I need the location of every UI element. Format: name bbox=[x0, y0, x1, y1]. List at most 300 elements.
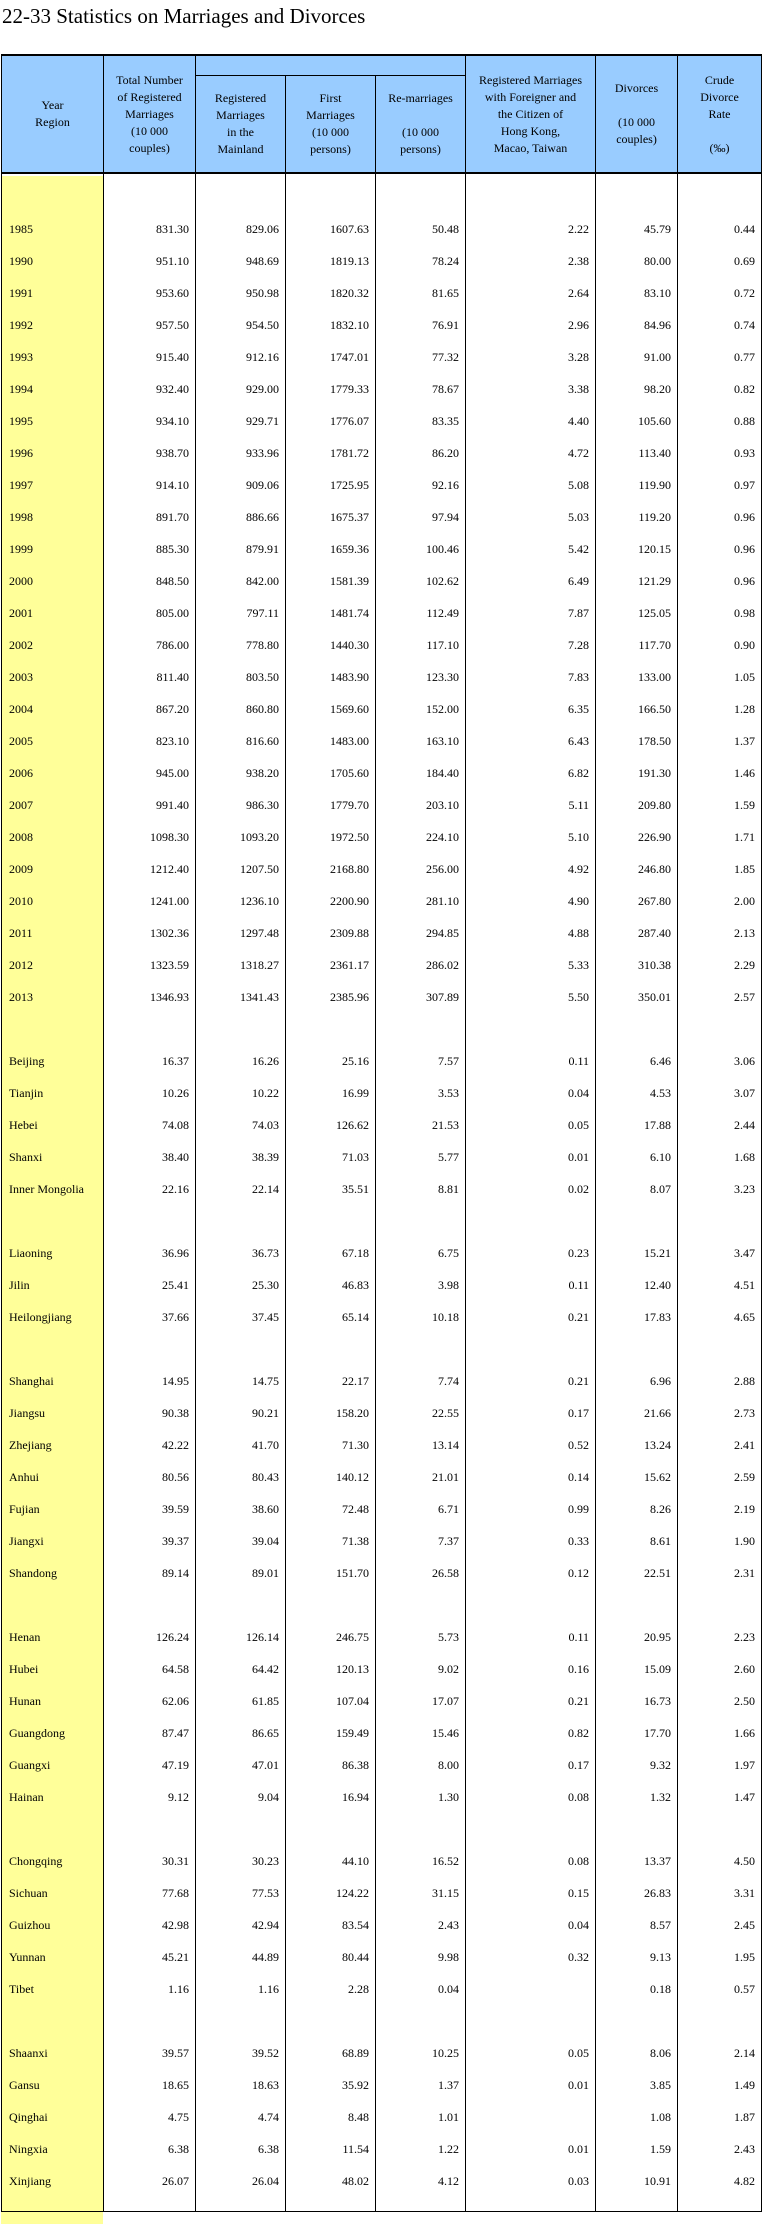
cell-divorces: 0.18 bbox=[596, 1973, 678, 2005]
year-row bbox=[2, 917, 762, 949]
cell-remarriages: 6.75 bbox=[376, 1237, 466, 1269]
cell-divorce-rate: 0.97 bbox=[678, 469, 762, 501]
region-row bbox=[2, 1365, 762, 1397]
year-row bbox=[2, 469, 762, 501]
cell-divorce-rate: 0.74 bbox=[678, 309, 762, 341]
cell-divorces: 209.80 bbox=[596, 789, 678, 821]
cell-row-label: 2007 bbox=[2, 789, 104, 821]
cell-total-marriages: 786.00 bbox=[104, 629, 196, 661]
cell-remarriages: 10.25 bbox=[376, 2037, 466, 2069]
cell-first-marriages: 124.22 bbox=[286, 1877, 376, 1909]
region-row bbox=[2, 1909, 762, 1941]
cell-divorce-rate: 1.68 bbox=[678, 1141, 762, 1173]
cell-total-marriages: 45.21 bbox=[104, 1941, 196, 1973]
cell-remarriages: 5.73 bbox=[376, 1621, 466, 1653]
cell-total-marriages: 22.16 bbox=[104, 1173, 196, 1205]
cell-first-marriages: 1483.00 bbox=[286, 725, 376, 757]
cell-divorce-rate: 0.90 bbox=[678, 629, 762, 661]
year-row bbox=[2, 437, 762, 469]
cell-total-marriages: 62.06 bbox=[104, 1685, 196, 1717]
year-row bbox=[2, 245, 762, 277]
cell-total-marriages: 811.40 bbox=[104, 661, 196, 693]
cell-total-marriages: 991.40 bbox=[104, 789, 196, 821]
cell-remarriages: 5.77 bbox=[376, 1141, 466, 1173]
cell-total-marriages: 25.41 bbox=[104, 1269, 196, 1301]
cell-total-marriages: 30.31 bbox=[104, 1845, 196, 1877]
spacer-row bbox=[2, 1589, 762, 1621]
cell-total-marriages: 848.50 bbox=[104, 565, 196, 597]
cell-first-marriages: 2168.80 bbox=[286, 853, 376, 885]
region-row bbox=[2, 2037, 762, 2069]
year-row bbox=[2, 981, 762, 1013]
cell-remarriages: 203.10 bbox=[376, 789, 466, 821]
cell-mainland-marriages: 950.98 bbox=[196, 277, 286, 309]
header-line bbox=[678, 123, 761, 140]
spacer-row bbox=[2, 1333, 762, 1365]
cell-remarriages: 184.40 bbox=[376, 757, 466, 789]
cell-first-marriages: 126.62 bbox=[286, 1109, 376, 1141]
region-row bbox=[2, 1045, 762, 1077]
cell-row-label: 1985 bbox=[2, 213, 104, 245]
cell-row-label: Jiangxi bbox=[2, 1525, 104, 1557]
cell-foreigner-marriages: 6.35 bbox=[466, 693, 596, 725]
cell-divorce-rate: 2.60 bbox=[678, 1653, 762, 1685]
cell-total-marriages: 42.22 bbox=[104, 1429, 196, 1461]
cell-first-marriages: 68.89 bbox=[286, 2037, 376, 2069]
cell-divorce-rate: 3.31 bbox=[678, 1877, 762, 1909]
cell-divorces: 287.40 bbox=[596, 917, 678, 949]
cell-foreigner-marriages: 5.03 bbox=[466, 501, 596, 533]
cell-first-marriages: 2361.17 bbox=[286, 949, 376, 981]
header-foreigner-marriages bbox=[466, 55, 596, 173]
cell-divorces: 191.30 bbox=[596, 757, 678, 789]
header-line bbox=[376, 107, 465, 124]
region-row bbox=[2, 1429, 762, 1461]
cell-row-label: Hainan bbox=[2, 1781, 104, 1813]
year-row bbox=[2, 533, 762, 565]
cell-first-marriages: 2200.90 bbox=[286, 885, 376, 917]
cell-foreigner-marriages: 4.90 bbox=[466, 885, 596, 917]
cell-remarriages: 8.00 bbox=[376, 1749, 466, 1781]
cell-foreigner-marriages: 5.50 bbox=[466, 981, 596, 1013]
header-line: (10 000 bbox=[131, 123, 168, 138]
cell-foreigner-marriages: 0.08 bbox=[466, 1845, 596, 1877]
cell-mainland-marriages: 829.06 bbox=[196, 213, 286, 245]
cell-mainland-marriages: 929.71 bbox=[196, 405, 286, 437]
cell-divorce-rate: 2.50 bbox=[678, 1685, 762, 1717]
cell-row-label: 1998 bbox=[2, 501, 104, 533]
region-row bbox=[2, 1845, 762, 1877]
cell-foreigner-marriages: 0.11 bbox=[466, 1269, 596, 1301]
cell-divorces: 8.61 bbox=[596, 1525, 678, 1557]
cell-divorce-rate: 1.97 bbox=[678, 1749, 762, 1781]
cell-divorce-rate: 1.90 bbox=[678, 1525, 762, 1557]
cell-mainland-marriages: 61.85 bbox=[196, 1685, 286, 1717]
cell-remarriages: 307.89 bbox=[376, 981, 466, 1013]
cell-first-marriages: 16.94 bbox=[286, 1781, 376, 1813]
cell-first-marriages: 65.14 bbox=[286, 1301, 376, 1333]
cell-mainland-marriages: 64.42 bbox=[196, 1653, 286, 1685]
year-row bbox=[2, 309, 762, 341]
cell-remarriages: 1.37 bbox=[376, 2069, 466, 2101]
cell-divorce-rate: 3.06 bbox=[678, 1045, 762, 1077]
cell-row-label: Shanghai bbox=[2, 1365, 104, 1397]
cell-mainland-marriages: 80.43 bbox=[196, 1461, 286, 1493]
cell-row-label: Tibet bbox=[2, 1973, 104, 2005]
cell-remarriages: 17.07 bbox=[376, 1685, 466, 1717]
cell-first-marriages: 1725.95 bbox=[286, 469, 376, 501]
cell-foreigner-marriages: 0.17 bbox=[466, 1397, 596, 1429]
cell-foreigner-marriages: 2.96 bbox=[466, 309, 596, 341]
cell-first-marriages: 107.04 bbox=[286, 1685, 376, 1717]
cell-divorces: 6.46 bbox=[596, 1045, 678, 1077]
cell-first-marriages: 1819.13 bbox=[286, 245, 376, 277]
cell-divorce-rate: 0.96 bbox=[678, 565, 762, 597]
header-group-spacer bbox=[196, 55, 466, 75]
region-row bbox=[2, 1717, 762, 1749]
cell-mainland-marriages: 842.00 bbox=[196, 565, 286, 597]
cell-first-marriages: 2309.88 bbox=[286, 917, 376, 949]
cell-row-label: Yunnan bbox=[2, 1941, 104, 1973]
cell-first-marriages: 1820.32 bbox=[286, 277, 376, 309]
cell-mainland-marriages: 39.52 bbox=[196, 2037, 286, 2069]
cell-first-marriages: 11.54 bbox=[286, 2133, 376, 2165]
cell-divorces: 21.66 bbox=[596, 1397, 678, 1429]
cell-total-marriages: 126.24 bbox=[104, 1621, 196, 1653]
cell-first-marriages: 2385.96 bbox=[286, 981, 376, 1013]
cell-row-label: Gansu bbox=[2, 2069, 104, 2101]
year-row bbox=[2, 341, 762, 373]
header-line: Re-marriages bbox=[388, 90, 453, 105]
cell-divorce-rate: 4.51 bbox=[678, 1269, 762, 1301]
cell-remarriages: 9.02 bbox=[376, 1653, 466, 1685]
cell-first-marriages: 1779.70 bbox=[286, 789, 376, 821]
cell-remarriages: 100.46 bbox=[376, 533, 466, 565]
cell-divorces: 246.80 bbox=[596, 853, 678, 885]
cell-divorces: 119.90 bbox=[596, 469, 678, 501]
cell-foreigner-marriages: 0.23 bbox=[466, 1237, 596, 1269]
cell-remarriages: 81.65 bbox=[376, 277, 466, 309]
cell-first-marriages: 46.83 bbox=[286, 1269, 376, 1301]
cell-total-marriages: 1212.40 bbox=[104, 853, 196, 885]
header-line: (10 000 bbox=[312, 124, 349, 139]
region-row bbox=[2, 1621, 762, 1653]
cell-first-marriages: 151.70 bbox=[286, 1557, 376, 1589]
cell-row-label: Hubei bbox=[2, 1653, 104, 1685]
cell-remarriages: 26.58 bbox=[376, 1557, 466, 1589]
cell-row-label: Liaoning bbox=[2, 1237, 104, 1269]
cell-mainland-marriages: 30.23 bbox=[196, 1845, 286, 1877]
cell-row-label: 2010 bbox=[2, 885, 104, 917]
region-row bbox=[2, 1749, 762, 1781]
cell-divorces: 17.70 bbox=[596, 1717, 678, 1749]
header-line: in the bbox=[227, 124, 254, 139]
year-row bbox=[2, 405, 762, 437]
region-row bbox=[2, 1557, 762, 1589]
cell-divorce-rate: 2.73 bbox=[678, 1397, 762, 1429]
cell-first-marriages: 22.17 bbox=[286, 1365, 376, 1397]
cell-remarriages: 1.22 bbox=[376, 2133, 466, 2165]
cell-foreigner-marriages: 0.05 bbox=[466, 1109, 596, 1141]
cell-divorce-rate: 2.44 bbox=[678, 1109, 762, 1141]
header-line: the Citizen of bbox=[497, 106, 564, 121]
cell-divorces: 1.08 bbox=[596, 2101, 678, 2133]
cell-first-marriages: 1972.50 bbox=[286, 821, 376, 853]
cell-foreigner-marriages: 5.33 bbox=[466, 949, 596, 981]
cell-row-label: Chongqing bbox=[2, 1845, 104, 1877]
cell-row-label: Shanxi bbox=[2, 1141, 104, 1173]
cell-foreigner-marriages: 5.10 bbox=[466, 821, 596, 853]
header-line: couples) bbox=[616, 132, 657, 146]
year-row bbox=[2, 821, 762, 853]
cell-foreigner-marriages: 0.32 bbox=[466, 1941, 596, 1973]
cell-remarriages: 3.53 bbox=[376, 1077, 466, 1109]
region-row bbox=[2, 1525, 762, 1557]
cell-remarriages: 77.32 bbox=[376, 341, 466, 373]
cell-foreigner-marriages: 6.49 bbox=[466, 565, 596, 597]
cell-divorces: 80.00 bbox=[596, 245, 678, 277]
region-row bbox=[2, 1141, 762, 1173]
cell-divorces: 226.90 bbox=[596, 821, 678, 853]
region-row bbox=[2, 1077, 762, 1109]
cell-total-marriages: 42.98 bbox=[104, 1909, 196, 1941]
cell-row-label: Jiangsu bbox=[2, 1397, 104, 1429]
cell-foreigner-marriages: 0.11 bbox=[466, 1045, 596, 1077]
header-divorce-rate bbox=[678, 55, 762, 173]
cell-foreigner-marriages: 0.16 bbox=[466, 1653, 596, 1685]
header-line: First bbox=[319, 90, 342, 105]
cell-remarriages: 31.15 bbox=[376, 1877, 466, 1909]
cell-mainland-marriages: 929.00 bbox=[196, 373, 286, 405]
cell-first-marriages: 1581.39 bbox=[286, 565, 376, 597]
cell-divorce-rate: 0.96 bbox=[678, 533, 762, 565]
spacer-row bbox=[2, 173, 762, 213]
cell-remarriages: 16.52 bbox=[376, 1845, 466, 1877]
cell-first-marriages: 83.54 bbox=[286, 1909, 376, 1941]
cell-row-label: 1991 bbox=[2, 277, 104, 309]
table-body bbox=[2, 173, 762, 2212]
cell-foreigner-marriages: 6.43 bbox=[466, 725, 596, 757]
cell-divorces: 133.00 bbox=[596, 661, 678, 693]
cell-row-label: Fujian bbox=[2, 1493, 104, 1525]
cell-divorce-rate: 2.19 bbox=[678, 1493, 762, 1525]
cell-divorce-rate: 0.57 bbox=[678, 1973, 762, 2005]
cell-foreigner-marriages: 0.33 bbox=[466, 1525, 596, 1557]
cell-foreigner-marriages: 0.04 bbox=[466, 1909, 596, 1941]
header-line: Hong Kong, bbox=[500, 123, 561, 138]
cell-mainland-marriages: 26.04 bbox=[196, 2165, 286, 2197]
cell-divorce-rate: 2.23 bbox=[678, 1621, 762, 1653]
header-line: Rate bbox=[708, 106, 731, 121]
cell-total-marriages: 39.59 bbox=[104, 1493, 196, 1525]
cell-mainland-marriages: 886.66 bbox=[196, 501, 286, 533]
cell-divorces: 267.80 bbox=[596, 885, 678, 917]
cell-mainland-marriages: 47.01 bbox=[196, 1749, 286, 1781]
cell-row-label: Guangxi bbox=[2, 1749, 104, 1781]
cell-divorces: 1.32 bbox=[596, 1781, 678, 1813]
year-row bbox=[2, 885, 762, 917]
cell-row-label: 1992 bbox=[2, 309, 104, 341]
cell-remarriages: 294.85 bbox=[376, 917, 466, 949]
cell-divorce-rate: 4.50 bbox=[678, 1845, 762, 1877]
cell-first-marriages: 1705.60 bbox=[286, 757, 376, 789]
cell-total-marriages: 80.56 bbox=[104, 1461, 196, 1493]
region-row bbox=[2, 1781, 762, 1813]
cell-foreigner-marriages: 3.28 bbox=[466, 341, 596, 373]
cell-total-marriages: 934.10 bbox=[104, 405, 196, 437]
cell-first-marriages: 140.12 bbox=[286, 1461, 376, 1493]
cell-first-marriages: 246.75 bbox=[286, 1621, 376, 1653]
cell-total-marriages: 805.00 bbox=[104, 597, 196, 629]
cell-first-marriages: 1481.74 bbox=[286, 597, 376, 629]
cell-mainland-marriages: 948.69 bbox=[196, 245, 286, 277]
cell-mainland-marriages: 77.53 bbox=[196, 1877, 286, 1909]
cell-foreigner-marriages: 2.64 bbox=[466, 277, 596, 309]
cell-mainland-marriages: 933.96 bbox=[196, 437, 286, 469]
header-line: Total Number bbox=[116, 72, 183, 87]
cell-remarriages: 102.62 bbox=[376, 565, 466, 597]
cell-foreigner-marriages: 0.01 bbox=[466, 2069, 596, 2101]
cell-mainland-marriages: 14.75 bbox=[196, 1365, 286, 1397]
cell-first-marriages: 1607.63 bbox=[286, 213, 376, 245]
cell-remarriages: 7.57 bbox=[376, 1045, 466, 1077]
cell-total-marriages: 38.40 bbox=[104, 1141, 196, 1173]
cell-first-marriages: 80.44 bbox=[286, 1941, 376, 1973]
cell-row-label: 2000 bbox=[2, 565, 104, 597]
cell-divorce-rate: 2.29 bbox=[678, 949, 762, 981]
cell-foreigner-marriages: 0.03 bbox=[466, 2165, 596, 2197]
cell-mainland-marriages: 42.94 bbox=[196, 1909, 286, 1941]
cell-row-label: Xinjiang bbox=[2, 2165, 104, 2197]
cell-first-marriages: 72.48 bbox=[286, 1493, 376, 1525]
cell-row-label: Guangdong bbox=[2, 1717, 104, 1749]
cell-mainland-marriages: 38.39 bbox=[196, 1141, 286, 1173]
cell-first-marriages: 1776.07 bbox=[286, 405, 376, 437]
cell-mainland-marriages: 9.04 bbox=[196, 1781, 286, 1813]
header-line: (10 000 bbox=[402, 124, 439, 139]
cell-divorces: 113.40 bbox=[596, 437, 678, 469]
cell-divorces: 8.07 bbox=[596, 1173, 678, 1205]
cell-row-label: 2002 bbox=[2, 629, 104, 661]
cell-mainland-marriages: 36.73 bbox=[196, 1237, 286, 1269]
cell-mainland-marriages: 909.06 bbox=[196, 469, 286, 501]
cell-row-label: Heilongjiang bbox=[2, 1301, 104, 1333]
cell-divorces: 13.24 bbox=[596, 1429, 678, 1461]
cell-total-marriages: 89.14 bbox=[104, 1557, 196, 1589]
cell-foreigner-marriages: 5.11 bbox=[466, 789, 596, 821]
year-row bbox=[2, 693, 762, 725]
cell-foreigner-marriages: 0.05 bbox=[466, 2037, 596, 2069]
cell-total-marriages: 26.07 bbox=[104, 2165, 196, 2197]
cell-remarriages: 78.24 bbox=[376, 245, 466, 277]
cell-divorce-rate: 2.41 bbox=[678, 1429, 762, 1461]
region-row bbox=[2, 2133, 762, 2165]
cell-remarriages: 286.02 bbox=[376, 949, 466, 981]
cell-row-label: Tianjin bbox=[2, 1077, 104, 1109]
header-stub bbox=[2, 55, 104, 173]
cell-divorce-rate: 2.14 bbox=[678, 2037, 762, 2069]
cell-total-marriages: 90.38 bbox=[104, 1397, 196, 1429]
cell-total-marriages: 957.50 bbox=[104, 309, 196, 341]
cell-divorces: 91.00 bbox=[596, 341, 678, 373]
cell-row-label: Hunan bbox=[2, 1685, 104, 1717]
cell-remarriages: 86.20 bbox=[376, 437, 466, 469]
cell-divorces: 6.96 bbox=[596, 1365, 678, 1397]
cell-first-marriages: 2.28 bbox=[286, 1973, 376, 2005]
header-line: Region bbox=[35, 115, 70, 129]
cell-total-marriages: 953.60 bbox=[104, 277, 196, 309]
cell-divorces: 15.21 bbox=[596, 1237, 678, 1269]
cell-remarriages: 97.94 bbox=[376, 501, 466, 533]
year-row bbox=[2, 661, 762, 693]
cell-total-marriages: 4.75 bbox=[104, 2101, 196, 2133]
region-row bbox=[2, 1109, 762, 1141]
cell-foreigner-marriages: 0.04 bbox=[466, 1077, 596, 1109]
cell-first-marriages: 158.20 bbox=[286, 1397, 376, 1429]
cell-row-label: 2001 bbox=[2, 597, 104, 629]
cell-mainland-marriages: 44.89 bbox=[196, 1941, 286, 1973]
cell-divorce-rate: 2.31 bbox=[678, 1557, 762, 1589]
header-first-marriages bbox=[286, 75, 376, 173]
region-row bbox=[2, 1397, 762, 1429]
cell-mainland-marriages: 41.70 bbox=[196, 1429, 286, 1461]
cell-divorces: 10.91 bbox=[596, 2165, 678, 2197]
header-divorces bbox=[596, 55, 678, 173]
cell-divorce-rate: 0.69 bbox=[678, 245, 762, 277]
cell-divorces: 8.06 bbox=[596, 2037, 678, 2069]
cell-divorce-rate: 1.71 bbox=[678, 821, 762, 853]
cell-row-label: 2009 bbox=[2, 853, 104, 885]
cell-row-label: 2004 bbox=[2, 693, 104, 725]
cell-foreigner-marriages: 0.12 bbox=[466, 1557, 596, 1589]
cell-foreigner-marriages: 0.15 bbox=[466, 1877, 596, 1909]
cell-total-marriages: 1302.36 bbox=[104, 917, 196, 949]
cell-foreigner-marriages: 0.14 bbox=[466, 1461, 596, 1493]
cell-foreigner-marriages: 0.21 bbox=[466, 1301, 596, 1333]
cell-divorce-rate: 4.82 bbox=[678, 2165, 762, 2197]
cell-divorce-rate: 2.00 bbox=[678, 885, 762, 917]
header-line: Mainland bbox=[217, 141, 264, 156]
cell-divorce-rate: 3.23 bbox=[678, 1173, 762, 1205]
cell-row-label: 2011 bbox=[2, 917, 104, 949]
header-line: Divorce bbox=[700, 89, 739, 104]
cell-remarriages: 112.49 bbox=[376, 597, 466, 629]
region-row bbox=[2, 1237, 762, 1269]
cell-divorces: 6.10 bbox=[596, 1141, 678, 1173]
cell-mainland-marriages: 39.04 bbox=[196, 1525, 286, 1557]
header-line: couples) bbox=[129, 140, 170, 155]
cell-first-marriages: 1659.36 bbox=[286, 533, 376, 565]
cell-first-marriages: 44.10 bbox=[286, 1845, 376, 1877]
cell-foreigner-marriages: 7.83 bbox=[466, 661, 596, 693]
cell-divorces: 8.26 bbox=[596, 1493, 678, 1525]
region-row bbox=[2, 1269, 762, 1301]
cell-mainland-marriages: 797.11 bbox=[196, 597, 286, 629]
cell-divorces: 166.50 bbox=[596, 693, 678, 725]
cell-divorces: 22.51 bbox=[596, 1557, 678, 1589]
cell-divorce-rate: 1.37 bbox=[678, 725, 762, 757]
cell-first-marriages: 71.03 bbox=[286, 1141, 376, 1173]
cell-divorce-rate: 0.88 bbox=[678, 405, 762, 437]
cell-first-marriages: 1832.10 bbox=[286, 309, 376, 341]
cell-remarriages: 1.01 bbox=[376, 2101, 466, 2133]
cell-mainland-marriages: 954.50 bbox=[196, 309, 286, 341]
cell-mainland-marriages: 1093.20 bbox=[196, 821, 286, 853]
cell-row-label: Beijing bbox=[2, 1045, 104, 1077]
cell-mainland-marriages: 16.26 bbox=[196, 1045, 286, 1077]
cell-first-marriages: 48.02 bbox=[286, 2165, 376, 2197]
cell-divorces: 310.38 bbox=[596, 949, 678, 981]
